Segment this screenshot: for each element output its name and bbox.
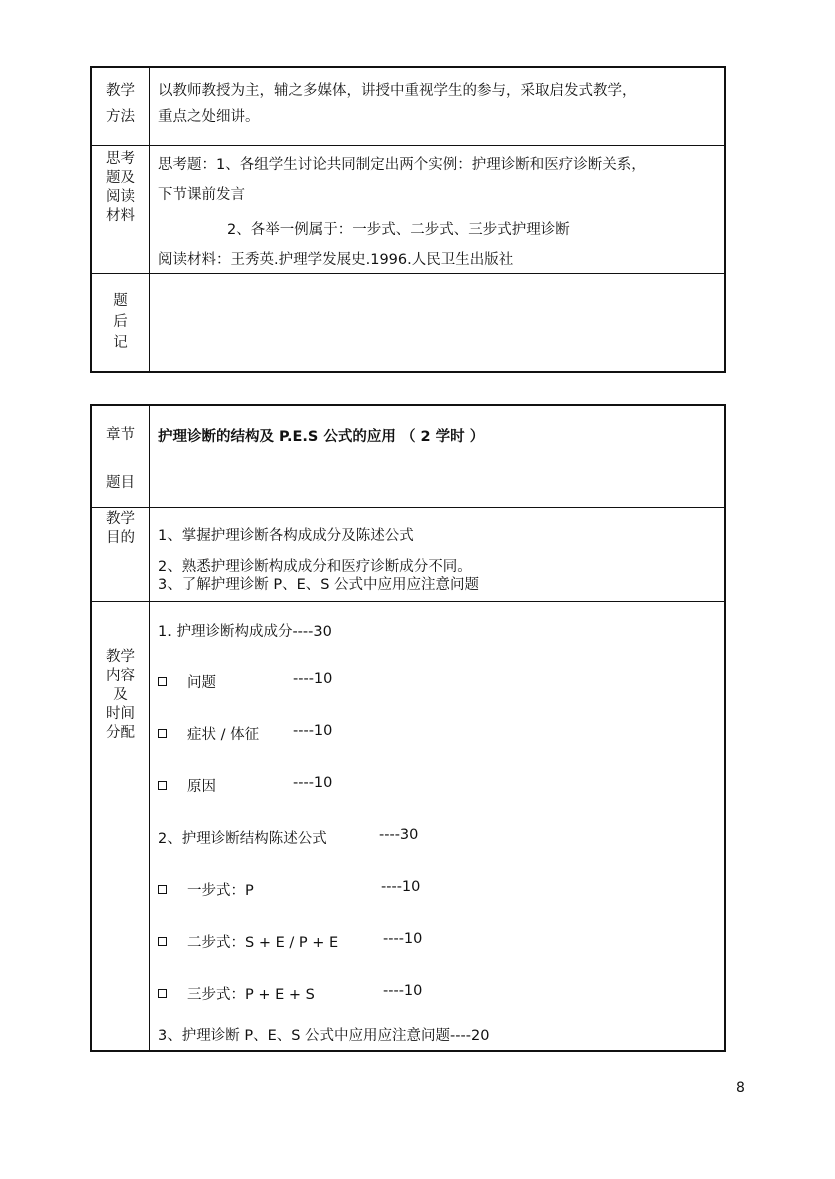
method-text: 以教师教授为主，辅之多媒体，讲授中重视学生的参与，采取启发式教学， 重点之处细讲。 (158, 83, 637, 125)
checkbox-square-icon (158, 989, 167, 998)
section-1-heading: 1. 护理诊断构成成分----30 (158, 624, 332, 640)
checkbox-square-icon (158, 937, 167, 946)
table-teaching-method (90, 66, 726, 373)
section-2-time: ----30 (379, 827, 419, 843)
row-notes (92, 273, 724, 371)
row-think-questions (92, 145, 724, 273)
row-chapter (92, 406, 724, 507)
list-item: 三步式：P + E + S (158, 983, 315, 1004)
list-item: 一步式：P (158, 879, 254, 900)
label-notes: 题 后 记 (113, 293, 128, 351)
goal-3: 3、了解护理诊断 P、E、S 公式中应用应注意问题 (158, 577, 480, 593)
section-2-heading: 2、护理诊断结构陈述公式 (158, 831, 327, 847)
item-time: ----10 (383, 983, 423, 999)
list-item: 问题 (158, 671, 216, 692)
label-content: 教学 内容 及 时间 分配 (106, 649, 135, 741)
page-number: 8 (736, 1080, 745, 1096)
checkbox-square-icon (158, 781, 167, 790)
item-time: ----10 (381, 879, 421, 895)
list-item: 二步式：S + E / P + E (158, 931, 338, 952)
checkbox-square-icon (158, 729, 167, 738)
think-line-2: 下节课前发言 (158, 187, 245, 203)
think-line-1: 思考题：1、各组学生讨论共同制定出两个实例：护理诊断和医疗诊断关系， (158, 157, 646, 173)
label-topic: 题目 (106, 475, 135, 491)
checkbox-square-icon (158, 677, 167, 686)
label-chapter: 章节 (106, 427, 135, 443)
label-teaching-method: 教学 方法 (106, 83, 135, 125)
list-item: 原因 (158, 775, 216, 796)
label-goals: 教学 目的 (106, 511, 135, 546)
label-think-questions: 思考 题及 阅读 材料 (106, 151, 135, 224)
item-time: ----10 (383, 931, 423, 947)
goal-2: 2、熟悉护理诊断构成成分和医疗诊断成分不同。 (158, 559, 472, 575)
item-time: ----10 (293, 723, 333, 739)
checkbox-square-icon (158, 885, 167, 894)
item-time: ----10 (293, 671, 333, 687)
section-3-heading: 3、护理诊断 P、E、S 公式中应用应注意问题----20 (158, 1028, 490, 1044)
think-line-3: 2、各举一例属于：一步式、二步式、三步式护理诊断 (227, 222, 570, 238)
row-content (92, 601, 724, 1050)
list-item: 症状 / 体征 (158, 723, 259, 744)
row-goals (92, 507, 724, 601)
goal-1: 1、掌握护理诊断各构成成分及陈述公式 (158, 528, 414, 544)
reading-material: 阅读材料：王秀英.护理学发展史.1996.人民卫生出版社 (158, 252, 514, 268)
chapter-title: 护理诊断的结构及 P.E.S 公式的应用 （ 2 学时 ） (158, 429, 485, 445)
table-lesson-plan (90, 404, 726, 1052)
item-time: ----10 (293, 775, 333, 791)
row-teaching-method (92, 68, 724, 145)
